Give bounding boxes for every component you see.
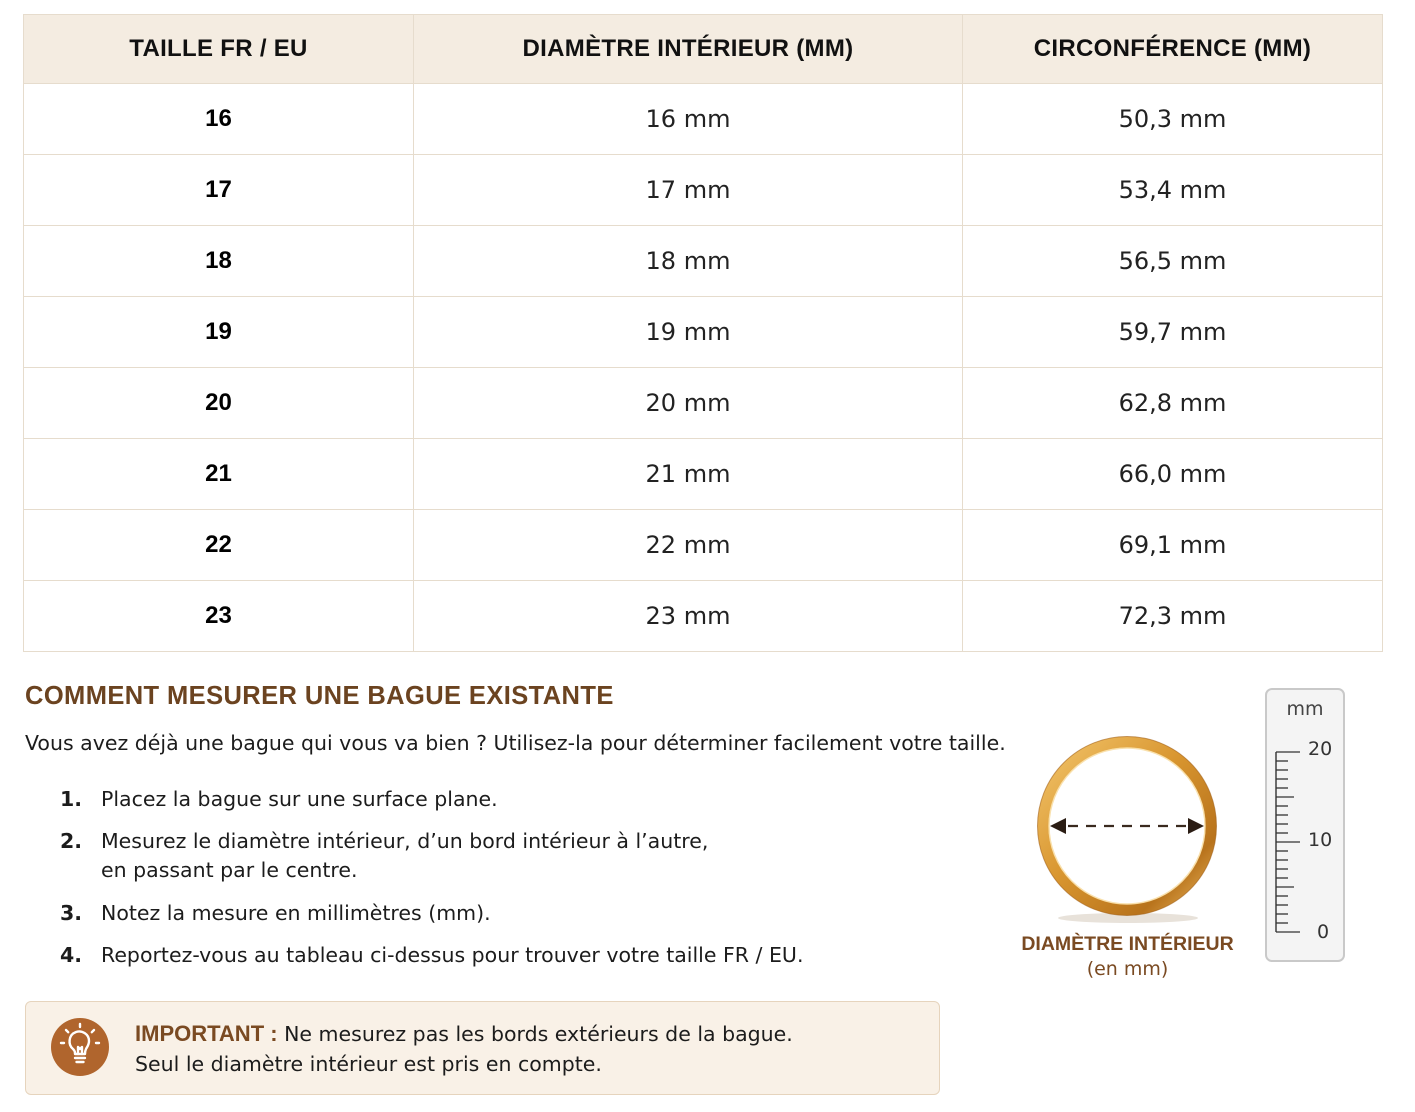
list-item bbox=[60, 941, 804, 970]
table-header-row bbox=[24, 15, 1383, 84]
diameter-cell: 22 mm bbox=[414, 510, 963, 581]
table-row bbox=[24, 368, 1383, 439]
caption-title: DIAMÈTRE INTÉRIEUR bbox=[1021, 933, 1234, 955]
size-cell: 23 bbox=[24, 581, 414, 652]
ring-caption bbox=[1000, 933, 1255, 980]
header-size: TAILLE FR / EU bbox=[24, 15, 414, 84]
step-text-line: en passant par le centre. bbox=[101, 858, 358, 882]
table-row bbox=[24, 155, 1383, 226]
ruler-unit: mm bbox=[1286, 698, 1324, 720]
ring-illustration bbox=[1032, 730, 1232, 926]
important-note bbox=[25, 1001, 940, 1095]
ruler-label-20: 20 bbox=[1308, 738, 1333, 760]
size-cell: 19 bbox=[24, 297, 414, 368]
ruler-ticks bbox=[1267, 690, 1347, 964]
step-number: 1. bbox=[60, 787, 83, 811]
diameter-cell: 23 mm bbox=[414, 581, 963, 652]
list-item bbox=[60, 785, 781, 814]
step-number: 4. bbox=[60, 943, 83, 967]
important-line-1: Ne mesurez pas les bords extérieurs de la bague. bbox=[277, 1022, 793, 1046]
diameter-cell: 18 mm bbox=[414, 226, 963, 297]
important-text bbox=[135, 1019, 793, 1079]
diameter-cell: 21 mm bbox=[414, 439, 963, 510]
size-cell: 22 bbox=[24, 510, 414, 581]
section-title: COMMENT MESURER UNE BAGUE EXISTANTE bbox=[25, 682, 614, 710]
diameter-cell: 16 mm bbox=[414, 84, 963, 155]
circumference-cell: 62,8 mm bbox=[963, 368, 1383, 439]
table-row bbox=[24, 581, 1383, 652]
table-row bbox=[24, 510, 1383, 581]
circumference-cell: 53,4 mm bbox=[963, 155, 1383, 226]
important-label: IMPORTANT : bbox=[135, 1021, 278, 1046]
ring-size-table bbox=[23, 14, 1383, 652]
step-number: 3. bbox=[60, 901, 83, 925]
lightbulb-icon bbox=[51, 1018, 109, 1076]
ruler-label-0: 0 bbox=[1317, 921, 1330, 943]
header-circumference: CIRCONFÉRENCE (MM) bbox=[963, 15, 1383, 84]
size-cell: 20 bbox=[24, 368, 414, 439]
step-number: 2. bbox=[60, 829, 83, 853]
circumference-cell: 66,0 mm bbox=[963, 439, 1383, 510]
table-row bbox=[24, 297, 1383, 368]
step-text: Notez la mesure en millimètres (mm). bbox=[101, 901, 491, 925]
diameter-cell: 19 mm bbox=[414, 297, 963, 368]
table-row bbox=[24, 226, 1383, 297]
circumference-cell: 50,3 mm bbox=[963, 84, 1383, 155]
diameter-cell: 20 mm bbox=[414, 368, 963, 439]
intro-text: Vous avez déjà une bague qui vous va bien ? Utilisez-la pour déterminer facilement votre taille. bbox=[25, 731, 1006, 755]
step-text bbox=[101, 827, 781, 885]
size-cell: 18 bbox=[24, 226, 414, 297]
step-text: Placez la bague sur une surface plane. bbox=[101, 787, 498, 811]
table-row bbox=[24, 84, 1383, 155]
important-line-2: Seul le diamètre intérieur est pris en compte. bbox=[135, 1052, 602, 1076]
arrow-right-icon bbox=[1188, 818, 1204, 834]
circumference-cell: 69,1 mm bbox=[963, 510, 1383, 581]
circumference-cell: 72,3 mm bbox=[963, 581, 1383, 652]
size-cell: 17 bbox=[24, 155, 414, 226]
arrow-left-icon bbox=[1050, 818, 1066, 834]
step-text-line: Mesurez le diamètre intérieur, d’un bord intérieur à l’autre, bbox=[101, 829, 709, 853]
header-inner-diameter: DIAMÈTRE INTÉRIEUR (MM) bbox=[414, 15, 963, 84]
ruler-label-10: 10 bbox=[1308, 829, 1333, 851]
size-cell: 16 bbox=[24, 84, 414, 155]
circumference-cell: 59,7 mm bbox=[963, 297, 1383, 368]
table-row bbox=[24, 439, 1383, 510]
step-text: Reportez-vous au tableau ci-dessus pour trouver votre taille FR / EU. bbox=[101, 943, 804, 967]
size-cell: 21 bbox=[24, 439, 414, 510]
ruler bbox=[1265, 688, 1345, 962]
diameter-cell: 17 mm bbox=[414, 155, 963, 226]
caption-subtitle: (en mm) bbox=[1086, 958, 1169, 980]
list-item bbox=[60, 899, 781, 928]
circumference-cell: 56,5 mm bbox=[963, 226, 1383, 297]
list-item bbox=[60, 827, 781, 885]
